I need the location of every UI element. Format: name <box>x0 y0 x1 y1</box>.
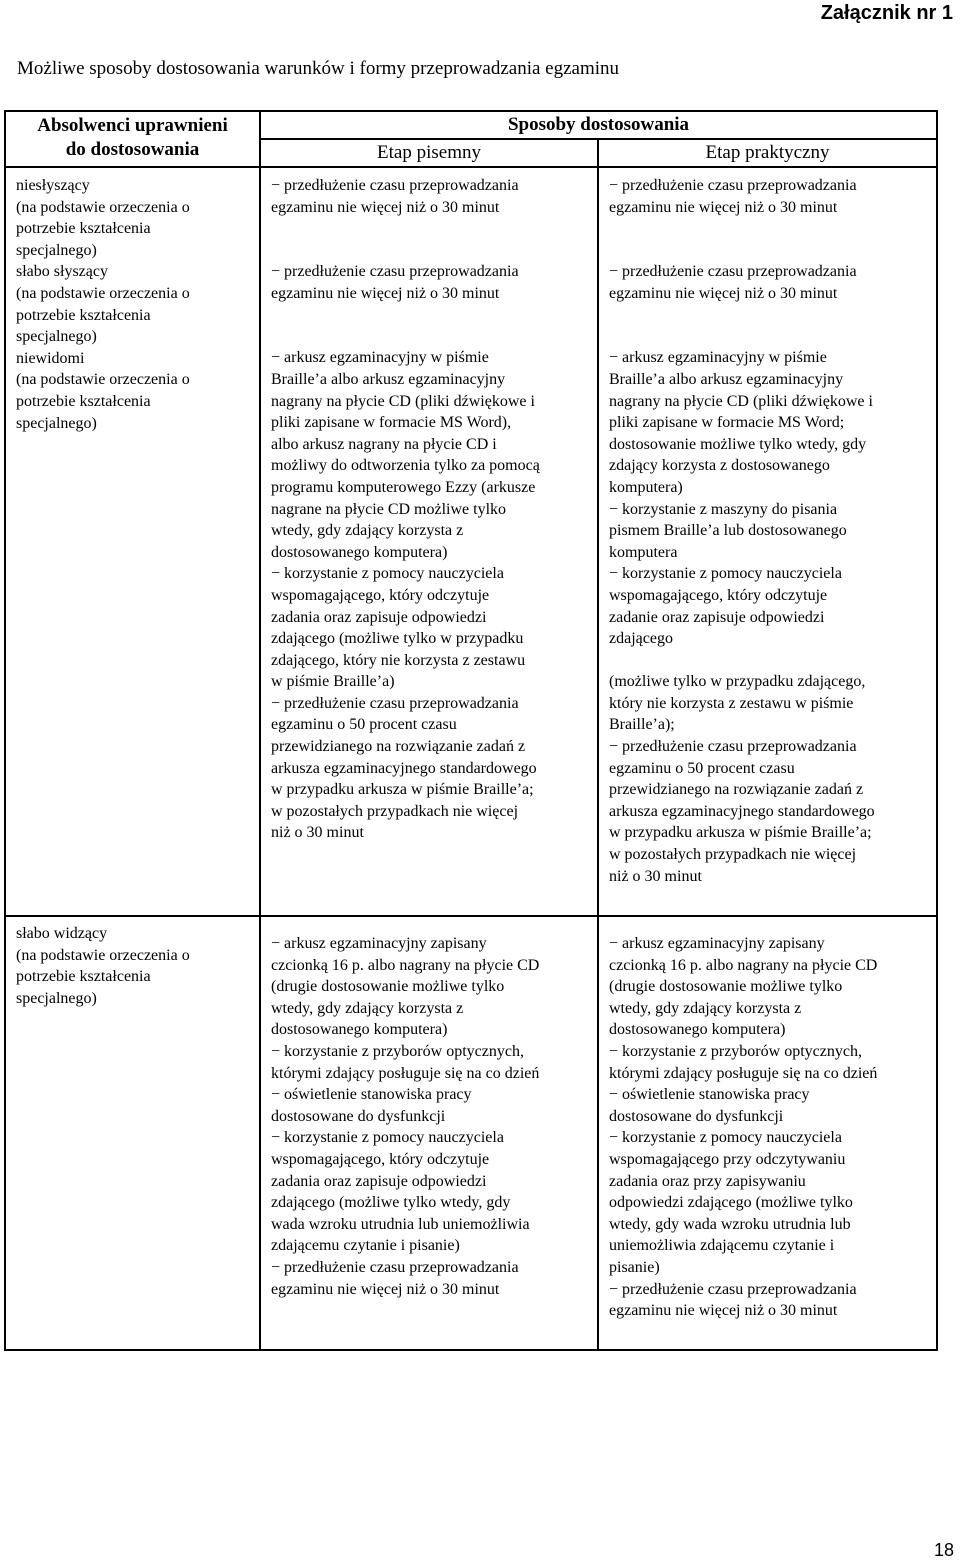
group-basis: (na podstawie orzeczenia o potrzebie kształcenia specjalnego) <box>16 371 190 432</box>
adaptation-entry: − arkusz egzaminacyjny w piśmie Braille’a albo arkusz egzaminacyjny nagrany na płycie CD (pliki dźwiękowe i pliki zapisane w formacie MS Word; dostosowanie możliwe tylko wtedy, gdy zdający korzysta z dostosowanego komputera) − korzystanie z maszyny do pisania pismem Braille’a lub dostosowanego komputera − korzystanie z pomocy nauczyciela wspomagającego, który odczytuje zadanie oraz zapisuje odpowiedzi zdającego (możliwe tylko w przypadku zdającego, który nie korzysta z zestawu w piśmie Braille’a); − przedłużenie czasu przeprowadzania egzaminu o 50 procent czasu przewidzianego na rozwiązanie zadań z arkusza egzaminacyjnego standardowego w przypadku arkusza w piśmie Braille’a; w pozostałych przypadkach nie więcej niż o 30 minut <box>609 349 875 885</box>
group-item <box>16 261 259 347</box>
adaptation-entry: − arkusz egzaminacyjny w piśmie Braille’a albo arkusz egzaminacyjny nagrany na płycie CD (pliki dźwiękowe i pliki zapisane w formacie MS Word), albo arkusz nagrany na płycie CD i możliwy do odtworzenia tylko za pomocą programu komputerowego Ezzy (arkusze nagrane na płycie CD możliwe tylko wtedy, gdy zdający korzysta z dostosowanego komputera) − korzystanie z pomocy nauczyciela wspomagającego, który odczytuje zadania oraz zapisuje odpowiedzi zdającego (możliwe tylko w przypadku zdającego, który nie korzysta z zestawu w piśmie Braille’a) − przedłużenie czasu przeprowadzania egzaminu o 50 procent czasu przewidzianego na rozwiązanie zadań z arkusza egzaminacyjnego standardowego w przypadku arkusza w piśmie Braille’a; w pozostałych przypadkach nie więcej niż o 30 minut <box>271 349 540 842</box>
adaptations-table <box>4 110 938 1351</box>
header-written-stage: Etap pisemny <box>260 139 598 167</box>
header-eligible-graduates <box>5 111 260 167</box>
groups-cell <box>5 916 260 1350</box>
practical-cell <box>598 167 937 916</box>
group-name: niewidomi <box>16 349 85 367</box>
group-basis: (na podstawie orzeczenia o potrzebie kształcenia specjalnego) <box>16 284 190 346</box>
table-row <box>5 167 937 916</box>
group-item <box>16 348 259 434</box>
header-eligible-line2: do dostosowania <box>65 139 200 160</box>
group-item <box>16 175 259 261</box>
written-cell <box>260 167 598 916</box>
header-eligible-line1: Absolwenci uprawnieni <box>37 115 228 136</box>
groups-cell <box>5 167 260 916</box>
document-title: Możliwe sposoby dostosowania warunków i formy przeprowadzania egzaminu <box>17 58 620 79</box>
header-practical-stage: Etap praktyczny <box>598 139 937 167</box>
adaptation-entry: − przedłużenie czasu przeprowadzania egzaminu nie więcej niż o 30 minut <box>609 263 857 302</box>
page-number: 18 <box>933 1540 954 1560</box>
adaptation-entry: − arkusz egzaminacyjny zapisany czcionką 16 p. albo nagrany na płycie CD (drugie dostosowanie możliwe tylko wtedy, gdy zdający korzysta z dostosowanego komputera) − korzystanie z przyborów optycznych, którymi zdający posługuje się na co dzień − oświetlenie stanowiska pracy dostosowane do dysfunkcji − korzystanie z pomocy nauczyciela wspomagającego przy odczytywaniu zadania oraz przy zapisywaniu odpowiedzi zdającego (możliwe tylko wtedy, gdy wada wzroku utrudnia lub uniemożliwia zdającemu czytanie i pisanie) − przedłużenie czasu przeprowadzania egzaminu nie więcej niż o 30 minut <box>609 935 878 1320</box>
header-methods: Sposoby dostosowania <box>260 111 937 139</box>
attachment-label: Załącznik nr 1 <box>820 2 953 24</box>
adaptation-entry: − przedłużenie czasu przeprowadzania egzaminu nie więcej niż o 30 minut <box>271 263 519 302</box>
group-name: niesłyszący <box>16 177 90 194</box>
group-item <box>16 923 259 1009</box>
group-name: słabo widzący <box>16 925 108 942</box>
written-cell <box>260 916 598 1350</box>
adaptation-entry: − arkusz egzaminacyjny zapisany czcionką 16 p. albo nagrany na płycie CD (drugie dostosowanie możliwe tylko wtedy, gdy zdający korzysta z dostosowanego komputera) − korzystanie z przyborów optycznych, którymi zdający posługuje się na co dzień − oświetlenie stanowiska pracy dostosowane do dysfunkcji − korzystanie z pomocy nauczyciela wspomagającego, który odczytuje zadania oraz zapisuje odpowiedzi zdającego (możliwe tylko wtedy, gdy wada wzroku utrudnia lub uniemożliwia zdającemu czytanie i pisanie) − przedłużenie czasu przeprowadzania egzaminu nie więcej niż o 30 minut <box>271 935 540 1298</box>
group-basis: (na podstawie orzeczenia o potrzebie kształcenia specjalnego) <box>16 198 190 259</box>
group-basis: (na podstawie orzeczenia o potrzebie kształcenia specjalnego) <box>16 946 190 1007</box>
table-header-row <box>5 111 937 139</box>
group-name: słabo słyszący <box>16 263 108 281</box>
adaptation-entry: − przedłużenie czasu przeprowadzania egzaminu nie więcej niż o 30 minut <box>271 177 519 216</box>
adaptation-entry: − przedłużenie czasu przeprowadzania egzaminu nie więcej niż o 30 minut <box>609 177 857 216</box>
practical-cell <box>598 916 937 1350</box>
table-row <box>5 916 937 1350</box>
